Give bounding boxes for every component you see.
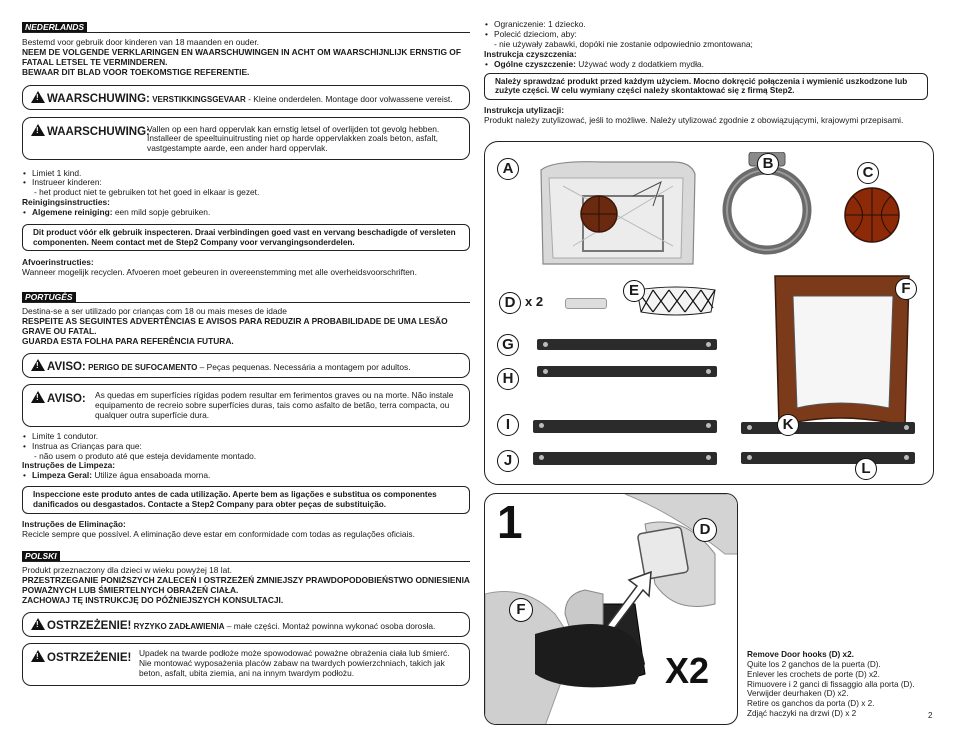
disposal-text: Recicle sempre que possível. A eliminação deve estar em conformidade com todas as regulações oficiais. <box>22 528 415 539</box>
warning-title: WAARSCHUWING: <box>47 92 150 105</box>
page-number: 2 <box>928 711 933 720</box>
part-label-a: A <box>497 158 519 180</box>
keep-notice: ZACHOWAJ TĘ INSTRUKCJĘ DO PÓŹNIEJSZYCH KONSULTACJI. <box>22 595 284 606</box>
fall-warning-box <box>22 384 470 427</box>
step-label-f: F <box>509 598 533 622</box>
step-title: Remove Door hooks (D) x2. <box>747 650 854 659</box>
part-label-j: J <box>497 450 519 472</box>
backboard-illustration <box>533 156 703 268</box>
safety-notice: NEEM DE VOLGENDE VERKLARINGEN EN WAARSCHUWINGEN IN ACHT OM WAARSCHIJNLIJK ERNSTIG OF FATAAL LETSEL TE VERMINDEREN. <box>22 46 461 67</box>
net-illustration <box>633 284 719 318</box>
warning-text: As quedas em superfícies rígidas podem resultar em ferimentos graves ou na morte. Não instale equipamento de recreio sobre superfícies duras, tais como asfalto de betão, terra compacta, ou qualquer outra superfície dura. <box>95 389 454 420</box>
strap-i-illustration <box>533 420 717 433</box>
list-item: • Instrueer kinderen: <box>22 178 470 188</box>
warning-triangle-icon <box>31 650 45 662</box>
disposal-heading: Afvoerinstructies: <box>22 257 94 268</box>
strap-k-illustration <box>741 422 915 434</box>
right-column-text <box>484 20 928 126</box>
divider <box>22 32 470 33</box>
choking-warning-box <box>22 85 470 110</box>
part-label-d: D <box>499 292 521 314</box>
step-line: Zdjąć haczyki na drzwi (D) x 2 <box>747 709 857 719</box>
warning-title: AVISO: <box>47 392 86 405</box>
part-label-h: H <box>497 368 519 390</box>
warning-text: – małe części. Montaż powinna wykonać osoba dorosła. <box>224 620 436 631</box>
cleaning-label: Algemene reiniging: <box>32 207 113 218</box>
left-column <box>22 22 470 686</box>
cleaning-label: Ogólne czyszczenie: <box>494 58 576 69</box>
safety-notice: PRZESTRZEGANIE PONIŻSZYCH ZALECEŃ I OSTRZEŻEŃ ZMNIEJSZY PRAWDOPODOBIEŃSTWO ODNIESIENIA POWAŻNYCH LUB ŚMIERTELNYCH OBRAŻEŃ CIAŁA. <box>22 575 470 596</box>
list-subitem: - não usem o produto até que esteja devidamente montado. <box>34 450 257 461</box>
cleaning-text: Używać wody z dodatkiem mydła. <box>575 58 704 69</box>
inspection-box: Należy sprawdzać produkt przed każdym użyciem. Mocno dokręcić połączenia i wymienić uszkodzone lub zużyte części. W celu wymiany części należy skontaktować się z firmą Step2. <box>484 73 928 100</box>
part-label-f: F <box>895 278 917 300</box>
divider <box>22 302 470 303</box>
warning-title: OSTRZEŻENIE! <box>47 651 132 664</box>
divider <box>22 561 470 562</box>
section-dutch <box>22 22 470 278</box>
keep-notice: GUARDA ESTA FOLHA PARA REFERÊNCIA FUTURA. <box>22 335 234 346</box>
warning-title: OSTRZEŻENIE! <box>47 619 132 632</box>
cleaning-list <box>22 471 470 481</box>
keep-notice: BEWAAR DIT BLAD VOOR TOEKOMSTIGE REFERENTIE. <box>22 66 250 77</box>
intro-text: Destina-se a ser utilizado por crianças com 18 ou mais meses de idade <box>22 306 287 317</box>
step-line: Rimuovere i 2 ganci di fissaggio alla porta (D). <box>747 679 915 689</box>
cleaning-heading: Reinigingsinstructies: <box>22 197 110 208</box>
disposal-heading: Instrukcja utylizacji: <box>484 104 565 115</box>
strap-j-illustration <box>533 452 717 465</box>
list-item: • Ograniczenie: 1 dziecko. <box>484 20 928 30</box>
warning-text: Upadek na twarde podłoże może spowodować poważne obrażenia ciała lub śmierć. Nie montować wyposażenia placów zabaw na twardych powierzchniach, takich jak beton, asfalt, ubita ziemia, ani na innym twardym podłożu. <box>139 647 450 678</box>
cleaning-list <box>22 208 470 218</box>
banner-illustration <box>769 270 915 430</box>
door-hook-illustration <box>565 298 607 309</box>
warning-text: - Kleine onderdelen. Montage door volwassene vereist. <box>245 93 453 104</box>
warning-title: WAARSCHUWING: <box>47 125 150 138</box>
warning-subtitle: RYZYKO ZADŁAWIENIA <box>133 621 225 631</box>
step-label-d: D <box>693 518 717 542</box>
choking-warning-box <box>22 612 470 637</box>
usage-list <box>22 432 470 452</box>
warning-title: AVISO: <box>47 360 86 373</box>
list-item: • Polecić dzieciom, aby: <box>484 30 928 40</box>
cleaning-heading: Instruções de Limpeza: <box>22 460 116 471</box>
cleaning-list <box>484 60 928 70</box>
usage-list <box>22 169 470 189</box>
cleaning-label: Limpeza Geral: <box>32 470 93 481</box>
part-label-l: L <box>855 458 877 480</box>
section-polish <box>22 551 470 686</box>
fall-warning-box <box>22 643 470 686</box>
list-item: • Instrua as Crianças para que: <box>22 442 470 452</box>
list-item: • Limiet 1 kind. <box>22 169 470 179</box>
step-number: 1 <box>497 496 523 548</box>
step-line: Enlever les crochets de porte (D) x2. <box>747 669 880 679</box>
step-line: Quite los 2 ganchos de la puerta (D). <box>747 659 881 669</box>
list-subitem: - het product niet te gebruiken tot het goed in elkaar is gezet. <box>34 187 260 198</box>
disposal-heading: Instruções de Eliminação: <box>22 518 126 529</box>
cleaning-text: een mild sopje gebruiken. <box>112 207 211 218</box>
part-label-b: B <box>757 153 779 175</box>
choking-warning-box <box>22 353 470 378</box>
strap-g-illustration <box>537 339 717 350</box>
step-panel <box>484 493 738 725</box>
language-tag-polish: POLSKI <box>22 551 60 561</box>
cleaning-heading: Instrukcja czyszczenia: <box>484 48 577 59</box>
intro-text: Bestemd voor gebruik door kinderen van 18 maanden en ouder. <box>22 36 259 47</box>
list-item <box>22 208 470 218</box>
intro-text: Produkt przeznaczony dla dzieci w wieku powyżej 18 lat. <box>22 565 232 576</box>
disposal-text: Wanneer mogelijk recyclen. Afvoeren moet gebeuren in overeenstemming met alle overheidsvoorschriften. <box>22 267 417 278</box>
warning-triangle-icon <box>31 618 45 630</box>
strap-h-illustration <box>537 366 717 377</box>
step-instructions <box>747 650 937 719</box>
step-multiplier: X2 <box>665 650 710 691</box>
warning-triangle-icon <box>31 124 45 136</box>
usage-list <box>484 20 928 40</box>
list-item <box>484 60 928 70</box>
disposal-text: Produkt należy zutylizować, jeśli to możliwe. Należy utylizować zgodnie z obowiązującymi, krajowymi przepisami. <box>484 114 904 125</box>
inspection-box: Dit product vóór elk gebruik inspecteren. Draai verbindingen goed vast en vervang beschadigde of versleten componenten. Neem contact met de Step2 Company voor vervangingsonderdelen. <box>22 224 470 251</box>
part-label-k: K <box>777 414 799 436</box>
warning-triangle-icon <box>31 359 45 371</box>
parts-panel <box>484 141 934 485</box>
warning-text: – Peças pequenas. Necessária a montagem por adultos. <box>197 361 411 372</box>
warning-text: Vallen op een hard oppervlak kan ernstig letsel of overlijden tot gevolg hebben. Installeer de speeltuinuitrusting niet op harde oppervlakken zoals beton, asfalt, vastgestampte aarde, een ander hard oppervlak. <box>147 123 440 154</box>
step-line: Verwijder deurhaken (D) x2. <box>747 689 849 699</box>
section-portuguese <box>22 292 470 539</box>
warning-subtitle: VERSTIKKINGSGEVAAR <box>152 94 246 104</box>
warning-triangle-icon <box>31 391 45 403</box>
warning-subtitle: PERIGO DE SUFOCAMENTO <box>88 362 198 372</box>
language-tag-portuguese: PORTUGÊS <box>22 292 76 302</box>
warning-triangle-icon <box>31 91 45 103</box>
cleaning-text: Utilize água ensaboada morna. <box>92 470 211 481</box>
part-label-e: E <box>623 280 645 302</box>
step-line: Retire os ganchos da porta (D) x 2. <box>747 699 875 709</box>
list-item <box>22 471 470 481</box>
strap-l-illustration <box>741 452 915 464</box>
fall-warning-box <box>22 117 470 160</box>
part-d-quantity: x 2 <box>525 294 544 309</box>
list-subitem: - nie używały zabawki, dopóki nie zostanie odpowiednio zmontowana; <box>494 38 753 49</box>
part-label-g: G <box>497 334 519 356</box>
language-tag-dutch: NEDERLANDS <box>22 22 87 32</box>
part-label-c: C <box>857 162 879 184</box>
list-item: • Limite 1 condutor. <box>22 432 470 442</box>
ball-illustration <box>843 186 901 244</box>
part-label-i: I <box>497 414 519 436</box>
safety-notice: RESPEITE AS SEGUINTES ADVERTÊNCIAS E AVISOS PARA REDUZIR A PROBABILIDADE DE UMA LESÃO GRAVE OU FATAL. <box>22 316 448 336</box>
inspection-box: Inspeccione este produto antes de cada utilização. Aperte bem as ligações e substitua os componentes danificados ou desgastados. Contacte a Step2 Company para obter peças de substituição. <box>22 486 470 513</box>
